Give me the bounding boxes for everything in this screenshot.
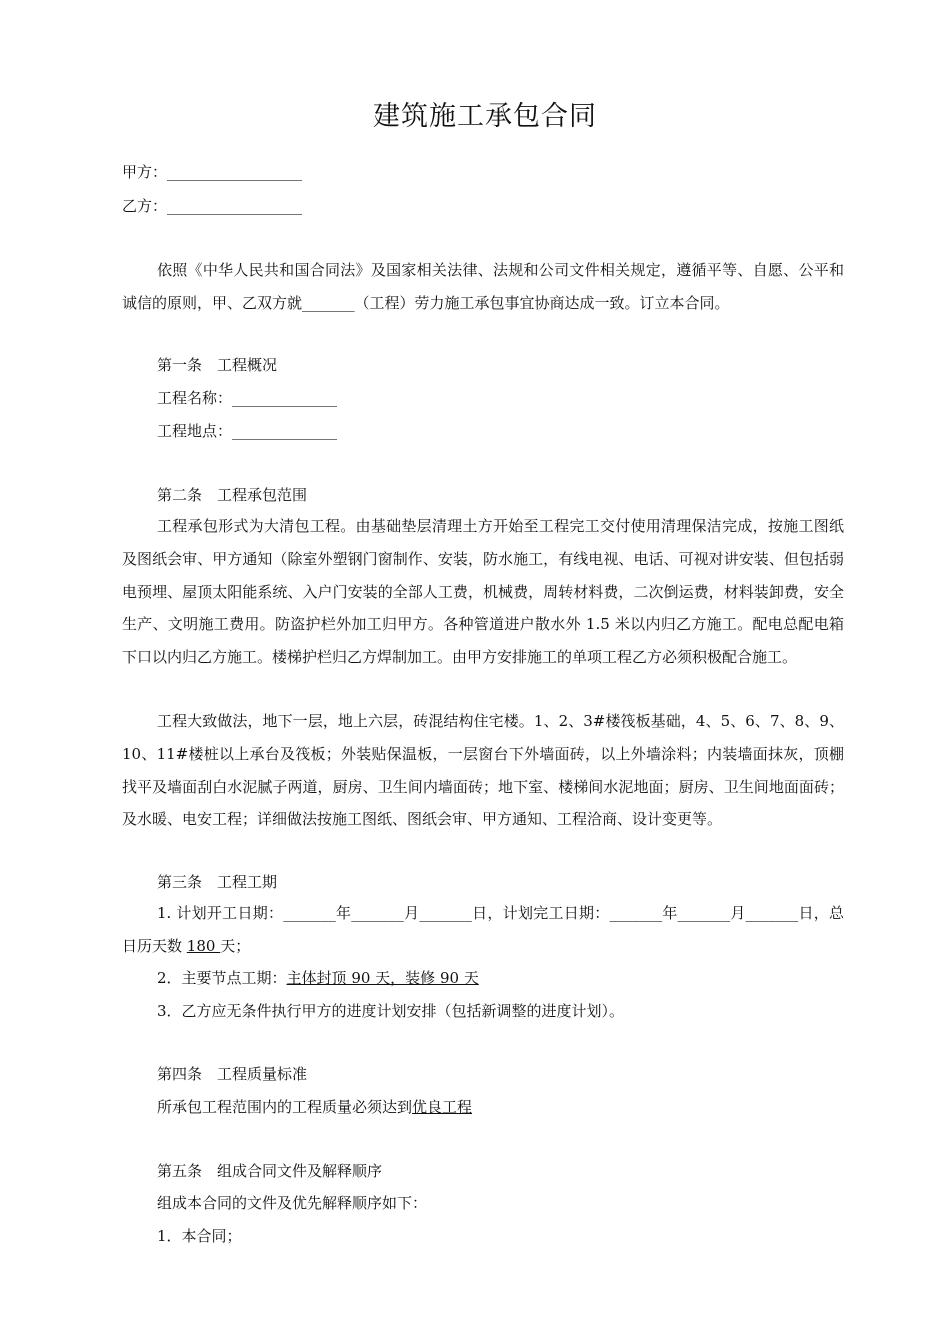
- document-title: 建筑施工承包合同: [373, 101, 597, 132]
- quality-standard-text: 所承包工程范围内的工程质量必须达到: [157, 1098, 413, 1116]
- schedule-item-1-suffix: 天；: [220, 936, 251, 955]
- documents-item-1: 1．本合同；: [157, 1227, 242, 1245]
- article2-heading: 第二条 工程承包范围: [157, 486, 308, 504]
- schedule-item-3: 3．乙方应无条件执行甲方的进度计划安排（包括新调整的进度计划）。: [157, 1002, 625, 1020]
- project-location-line: 工程地点：______________: [157, 422, 338, 440]
- party-a-line: 甲方：__________________: [122, 163, 303, 181]
- article4-heading: 第四条 工程质量标准: [157, 1065, 308, 1083]
- scope-paragraph-1: 工程承包形式为大清包工程。由基础垫层清理土方开始至工程完工交付使用清理保洁完成，按施工图纸及图纸会审、甲方通知（除室外塑钢门窗制作、安装，防水施工，有线电视、电话、可视对讲安装、但包括弱电预埋、屋顶太阳能系统、入户门安装的全部人工费，机械费，周转材料费，二次倒运费，材料装卸费，安全生产、文明施工费用。防盗护栏外加工归甲方。各种管道进户散水外 1.5 米以内归乙方施工。配电总配电箱下口以内归乙方施工。楼梯护栏归乙方焊制加工。由甲方安排施工的单项工程乙方必须积极配合施工。: [122, 517, 844, 667]
- milestone-label: 2．主要节点工期：: [157, 969, 287, 987]
- scope-paragraph-2: 工程大致做法，地下一层，地上六层，砖混结构住宅楼。1、2、3#楼筏板基础，4、5、6、7、8、9、10、11#楼桩以上承台及筏板；外装贴保温板，一层窗台下外墙面砖，以上外墙涂料；内装墙面抹灰，顶棚找平及墙面刮白水泥腻子两道，厨房、卫生间内墙面砖；地下室、楼梯间水泥地面；厨房、卫生间地面面砖；及水暖、电安工程；详细做法按施工图纸、图纸会审、甲方通知、工程洽商、设计变更等。: [122, 712, 844, 829]
- project-name-line: 工程名称：______________: [157, 389, 338, 407]
- schedule-item-2: [157, 968, 479, 988]
- article5-heading: 第五条 组成合同文件及解释顺序: [157, 1162, 383, 1180]
- schedule-item-1: [122, 897, 844, 963]
- article1-heading: 第一条 工程概况: [157, 356, 278, 374]
- article3-heading: 第三条 工程工期: [157, 873, 278, 891]
- quality-standard-value: 优良工程: [412, 1098, 473, 1116]
- milestone-value: 主体封顶 90 天，装修 90 天: [286, 969, 479, 987]
- schedule-item-1-text: 1. 计划开工日期：_______年_______月_______日，计划完工日期：_______年_______月_______日，总日历天数: [122, 904, 844, 955]
- quality-standard-line: [157, 1097, 472, 1117]
- preamble-paragraph: 依照《中华人民共和国合同法》及国家相关法律、法规和公司文件相关规定，遵循平等、自愿、公平和诚信的原则，甲、乙双方就_______（工程）劳力施工承包事宜协商达成一致。订立本合同。: [122, 261, 844, 312]
- total-days-value: 180: [186, 936, 221, 955]
- documents-intro: 组成本合同的文件及优先解释顺序如下：: [157, 1194, 428, 1212]
- party-b-line: 乙方：__________________: [122, 197, 303, 215]
